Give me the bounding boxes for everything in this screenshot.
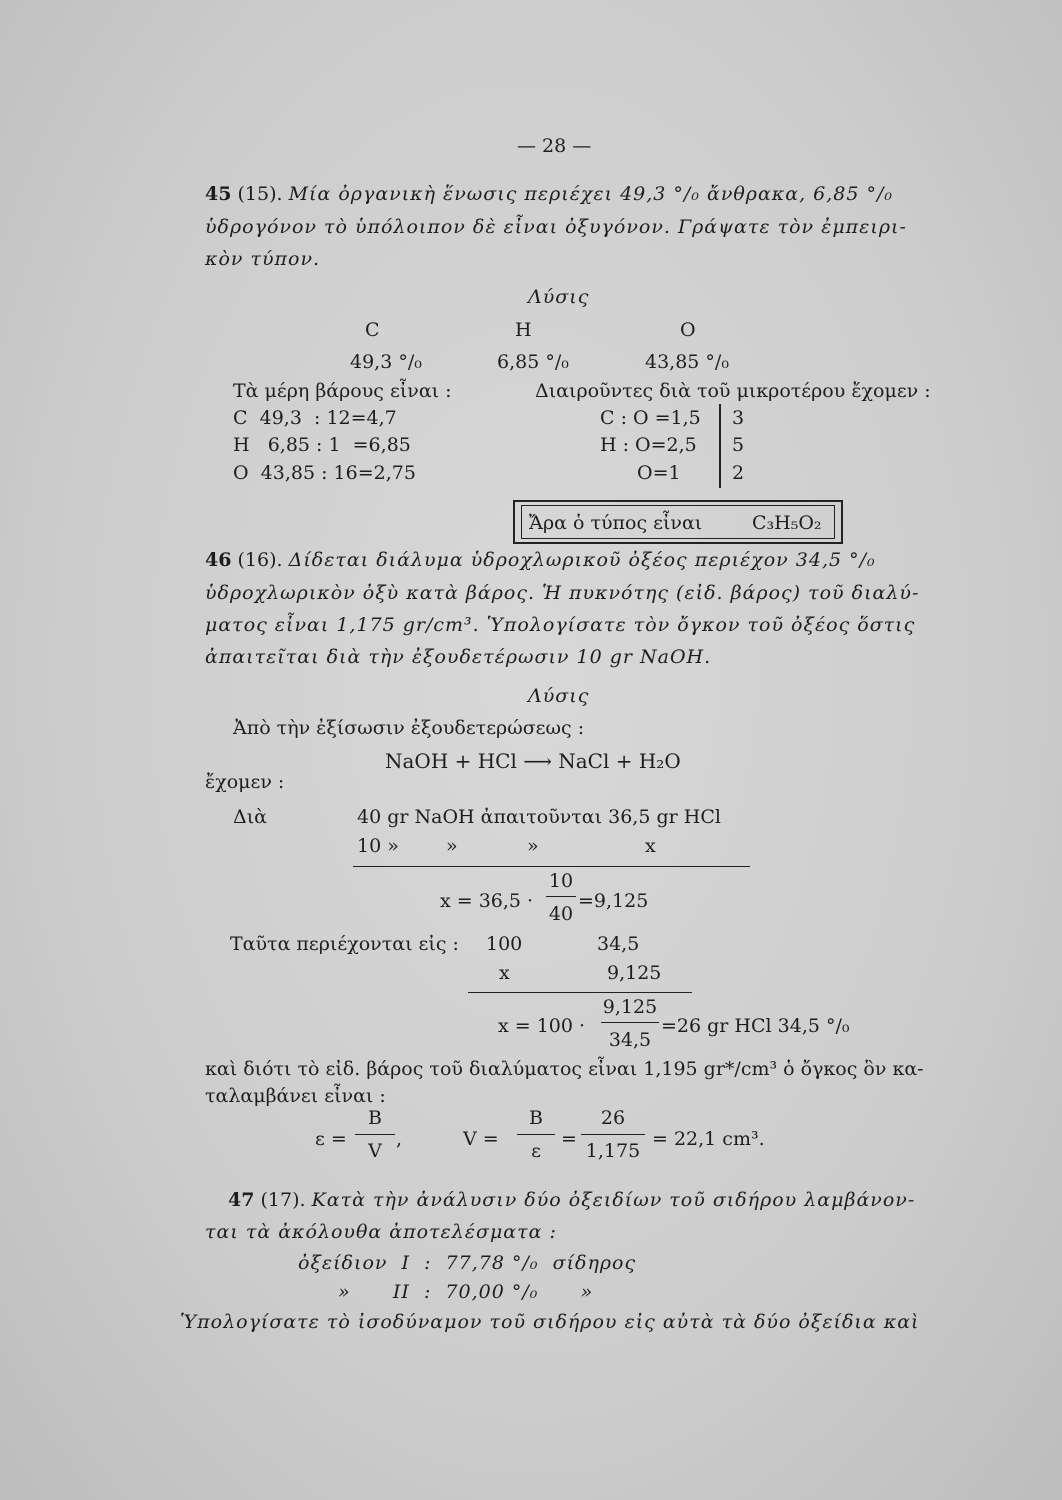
ratio-divider (719, 404, 721, 488)
percent-h: 6,85 °/₀ (497, 351, 569, 373)
since-line-2: ταλαμβάνει εἶναι : (205, 1085, 386, 1107)
result-formula: C₃H₅O₂ (752, 512, 822, 534)
x1-numerator: 10 (548, 870, 574, 892)
problem-47-number: 47 (228, 1189, 255, 1211)
problem-46-solution-heading: Λύσις (528, 685, 590, 707)
v-denominator-2: 1,175 (585, 1140, 641, 1162)
problem-46-text-4: ἀπαιτεῖται διὰ τὴν ἐξουδετέρωσιν 10 gr NaOH. (205, 646, 712, 668)
x2-lhs: x = 100 · (498, 1015, 586, 1037)
oxide-2: » II : 70,00 °/₀ » (338, 1281, 594, 1303)
problem-45-text-2: ὑδρογόνον τὸ ὑπόλοιπον δὲ εἶναι ὀξυγόνον. Γράψατε τὸν ἐμπειρι- (205, 216, 907, 238)
eps-denominator: V (368, 1140, 382, 1162)
problem-45-text-1: Μία ὀργανικὴ ἕνωσις περιέχει 49,3 °/₀ ἄνθρακα, 6,85 °/₀ (288, 183, 894, 205)
since-line-1: καὶ διότι τὸ εἰδ. βάρος τοῦ διαλύματος εἶναι 1,195 gr*/cm³ ὁ ὄγκος ὃν κα- (205, 1058, 924, 1080)
x1-rhs: =9,125 (578, 890, 649, 912)
x2-denominator: 34,5 (608, 1029, 652, 1051)
stoich-row-2-d: x (645, 835, 656, 857)
problem-46-text-1: Δίδεται διάλυμα ὑδροχλωρικοῦ ὀξέος περιέχον 34,5 °/₀ (288, 549, 876, 571)
stoich-row-2-a: 10 » (357, 835, 399, 857)
v-rhs: = 22,1 cm³. (652, 1128, 765, 1150)
stoich-row-2-c: » (527, 835, 539, 857)
divide-label: Διαιροῦντες διὰ τοῦ μικροτέρου ἔχομεν : (535, 380, 931, 402)
problem-46-text-3: ματος εἶναι 1,175 gr/cm³. Ὑπολογίσατε τὸν ὄγκον τοῦ ὀξέος ὅστις (205, 614, 916, 636)
eps-numerator: B (368, 1107, 382, 1129)
contained-9-125: 9,125 (607, 962, 662, 984)
v-equals: = (561, 1128, 577, 1150)
problem-47-ref: (17). (260, 1189, 306, 1211)
problem-45-line-1 (205, 182, 893, 206)
equation-intro: Ἀπὸ τὴν ἐξίσωσιν ἐξουδετερώσεως : (233, 717, 585, 739)
v-fraction-bar (517, 1134, 555, 1135)
dia-label: Διὰ (233, 806, 268, 828)
col-header-h: H (515, 319, 532, 341)
rule-1 (353, 866, 750, 867)
ratio-c: C : O =1,5 (600, 407, 701, 429)
problem-45-text-3: κὸν τύπον. (205, 248, 321, 270)
eps-lhs: ε = (315, 1128, 347, 1150)
result-text: Ἄρα ὁ τύπος εἶναι (529, 512, 703, 534)
problem-46-text-2: ὑδροχλωρικὸν ὀξὺ κατὰ βάρος. Ἡ πυκνότης (εἰδ. βάρος) τοῦ διαλύ- (205, 582, 920, 604)
problem-47-line-1 (228, 1188, 915, 1212)
ratio-h: H : O=2,5 (600, 434, 697, 456)
stoich-row-1: 40 gr NaOH ἀπαιτοῦνται 36,5 gr HCl (357, 806, 721, 828)
rule-2 (468, 992, 692, 993)
neutralization-equation: NaOH + HCl ⟶ NaCl + H₂O (385, 749, 681, 773)
percent-c: 49,3 °/₀ (350, 351, 422, 373)
integer-h: 5 (732, 434, 745, 456)
parts-label: Τὰ μέρη βάρους εἶναι : (233, 380, 452, 402)
contained-x: x (499, 962, 510, 984)
problem-47-text-1: Κατὰ τὴν ἀνάλυσιν δύο ὀξειδίων τοῦ σιδήρου λαμβάνον- (311, 1189, 916, 1211)
stoich-row-2-b: » (446, 835, 458, 857)
v-lhs: V = (463, 1128, 499, 1150)
x2-rhs: =26 gr HCl 34,5 °/₀ (661, 1015, 850, 1037)
col-header-o: O (680, 319, 696, 341)
integer-o: 2 (732, 462, 745, 484)
v-numerator: B (529, 1107, 543, 1129)
v-fraction-bar-2 (581, 1134, 645, 1135)
x2-fraction-bar (601, 1022, 659, 1023)
calc-c: C 49,3 : 12=4,7 (233, 407, 397, 429)
result-box (513, 500, 843, 544)
contained-34-5: 34,5 (597, 933, 640, 955)
x1-fraction-bar (546, 896, 576, 897)
percent-o: 43,85 °/₀ (645, 351, 729, 373)
x2-numerator: 9,125 (602, 996, 658, 1018)
x1-denominator: 40 (548, 903, 574, 925)
echomen-label: ἔχομεν : (205, 771, 285, 793)
problem-46-line-1 (205, 548, 876, 572)
problem-45-number: 45 (205, 183, 232, 205)
col-header-c: C (365, 319, 380, 341)
calc-o: O 43,85 : 16=2,75 (233, 462, 416, 484)
problem-45-solution-heading: Λύσις (528, 286, 590, 308)
problem-47-text-3: Ὑπολογίσατε τὸ ἰσοδύναμον τοῦ σιδήρου εἰς αὐτὰ τὰ δύο ὀξείδια καὶ (180, 1311, 920, 1333)
oxide-1: ὀξείδιον I : 77,78 °/₀ σίδηρος (298, 1252, 637, 1274)
problem-46-ref: (16). (237, 549, 283, 571)
integer-c: 3 (732, 407, 745, 429)
problem-47-text-2: ται τὰ ἀκόλουθα ἀποτελέσματα : (205, 1221, 557, 1243)
book-page: — 28 — 45 (15). Μία ὀργανικὴ ἕνωσις περιέχει 49,3 °/₀ ἄνθρακα, 6,85 °/₀ ὑδρογόνον τὸ ὑπόλοιπον δὲ εἶναι ὀξυγόνον. Γράψατε τὸν ἐμπειρι- κὸν τύπον. Λύσις C H O 49,3 °/₀ 6,85 °/₀ 43,85 °/₀ Τὰ μέρη βάρους εἶναι : Διαιροῦντες διὰ τοῦ μικροτέρου ἔχομεν : C 49,3 : 12=4,7 H 6,85 : 1 =6,85 O 43,85 : 16=2,75 C : O =1,5 H : O=2,5 O=1 3 5 2 Ἄρα ὁ τύπος εἶναι C₃H₅O₂ 46 (16). Δίδεται διάλυμα ὑδροχλωρικοῦ ὀξέος περιέχον 34,5 °/₀ ὑδροχλωρικὸν ὀξὺ κατὰ βάρος. Ἡ πυκνότης (εἰδ. βάρος) τοῦ διαλύ- ματος εἶναι 1,175 gr/cm³. Ὑπολογίσατε τὸν ὄγκον τοῦ ὀξέος ὅστις ἀπαιτεῖται διὰ τὴν ἐξουδετέρωσιν 10 gr NaOH. Λύσις Ἀπὸ τὴν ἐξίσωσιν ἐξουδετερώσεως : NaOH + HCl ⟶ NaCl + H₂O ἔχομεν : Διὰ 40 gr NaOH ἀπαιτοῦνται 36,5 gr HCl 10 » » » x x = 36,5 · 10 40 =9,125 Ταῦτα περιέχονται εἰς : 100 34,5 x 9,125 x = 100 · 9,125 34,5 =26 gr HCl 34,5 °/₀ καὶ διότι τὸ εἰδ. βάρος τοῦ διαλύματος εἶναι 1,195 gr*/cm³ ὁ ὄγκος ὃν κα- ταλαμβάνει εἶναι : ε = B V , V = B ε = 26 1,175 = 22,1 cm³. 47 (17). Κατὰ τὴν ἀνάλυσιν δύο ὀξειδίων τοῦ σιδήρου λαμβάνον- ται τὰ ἀκόλουθα ἀποτελέσματα : ὀξείδιον I : 77,78 °/₀ σίδηρος » II : 70,00 °/₀ » Ὑπολογίσατε τὸ ἰσοδύναμον τοῦ σιδήρου εἰς αὐτὰ τὰ δύο ὀξείδια καὶ (0, 0, 1062, 1500)
calc-h: H 6,85 : 1 =6,85 (233, 434, 411, 456)
contained-100: 100 (486, 933, 523, 955)
v-denominator: ε (531, 1140, 541, 1162)
ratio-o: O=1 (637, 462, 681, 484)
eps-fraction-bar (355, 1134, 395, 1135)
problem-45-ref: (15). (237, 183, 283, 205)
x1-lhs: x = 36,5 · (440, 890, 534, 912)
v-numerator-2: 26 (600, 1107, 626, 1129)
problem-46-number: 46 (205, 549, 232, 571)
contained-label: Ταῦτα περιέχονται εἰς : (230, 933, 459, 955)
page-number: — 28 — (517, 135, 592, 157)
